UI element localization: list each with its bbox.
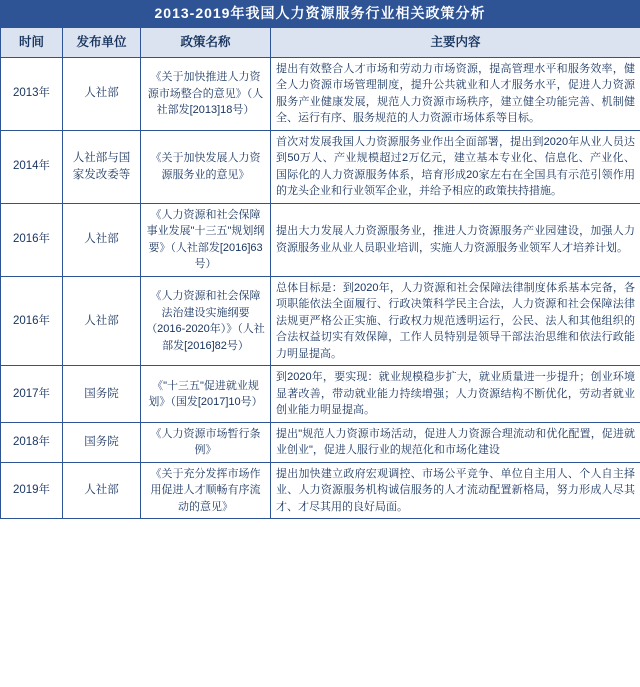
cell-unit: 人社部 [63,203,141,276]
table-row [1,366,640,423]
cell-time: 2016年 [1,276,63,366]
cell-policy-name: 《人力资源市场暂行条例》 [141,422,271,462]
cell-policy-name: 《人力资源和社会保障事业发展"十三五"规划纲要》（人社部发[2016]63号） [141,203,271,276]
cell-policy-name: 《关于充分发挥市场作用促进人才顺畅有序流动的意见》 [141,462,271,519]
table-row [1,422,640,462]
table-body [1,57,640,519]
cell-content: 提出有效整合人才市场和劳动力市场资源，提高管理水平和服务效率，健全人力资源市场管理制度，提升公共就业和人才服务水平，促进人力资源服务产业健康发展，规范人力资源市场秩序，建立健全功能完善、机制健全、运行有序、服务规范的人力资源市场体系等目标。 [271,57,640,130]
cell-content: 提出"规范人力资源市场活动，促进人力资源合理流动和优化配置，促进就业创业"，促进人服行业的规范化和市场化建设 [271,422,640,462]
cell-policy-name: 《关于加快推进人力资源市场整合的意见》（人社部发[2013]18号） [141,57,271,130]
cell-time: 2017年 [1,366,63,423]
policy-table [0,27,640,519]
table-row [1,276,640,366]
cell-time: 2019年 [1,462,63,519]
cell-policy-name: 《人力资源和社会保障法治建设实施纲要（2016-2020年）》（人社部发[2016]82号） [141,276,271,366]
cell-content: 提出加快建立政府宏观调控、市场公平竞争、单位自主用人、个人自主择业、人力资源服务机构诚信服务的人才流动配置新格局，努力形成人尽其才、才尽其用的良好局面。 [271,462,640,519]
column-header-content: 主要内容 [271,28,640,58]
column-header-time: 时间 [1,28,63,58]
cell-policy-name: 《关于加快发展人力资源服务业的意见》 [141,130,271,203]
cell-time: 2016年 [1,203,63,276]
cell-time: 2018年 [1,422,63,462]
cell-time: 2014年 [1,130,63,203]
cell-content: 总体目标是：到2020年，人力资源和社会保障法律制度体系基本完备，各项职能依法全面履行、行政决策科学民主合法，人力资源和社会保障法律法规更严格公正实施、行政权力规范透明运行，公民、法人和其他组织的合法权益切实有效保障，工作人员特别是领导干部法治思维和依法行政能力明显提高。 [271,276,640,366]
cell-unit: 国务院 [63,422,141,462]
cell-unit: 人社部 [63,276,141,366]
cell-time: 2013年 [1,57,63,130]
cell-unit: 国务院 [63,366,141,423]
table-row [1,57,640,130]
cell-content: 到2020年，要实现：就业规模稳步扩大，就业质量进一步提升；创业环境显著改善，带动就业能力持续增强；人力资源结构不断优化，劳动者就业创业能力明显提高。 [271,366,640,423]
table-header [1,28,640,58]
column-header-name: 政策名称 [141,28,271,58]
table-row [1,130,640,203]
cell-unit: 人社部 [63,462,141,519]
page-title: 2013-2019年我国人力资源服务行业相关政策分析 [0,0,640,27]
cell-unit: 人社部 [63,57,141,130]
cell-policy-name: 《"十三五"促进就业规划》（国发[2017]10号） [141,366,271,423]
cell-content: 提出大力发展人力资源服务业，推进人力资源服务产业园建设，加强人力资源服务业从业人员职业培训，实施人力资源服务业领军人才培养计划。 [271,203,640,276]
column-header-unit: 发布单位 [63,28,141,58]
cell-unit: 人社部与国家发改委等 [63,130,141,203]
table-row [1,462,640,519]
table-row [1,203,640,276]
table-header-row [1,28,640,58]
cell-content: 首次对发展我国人力资源服务业作出全面部署，提出到2020年从业人员达到50万人、产业规模超过2万亿元，建立基本专业化、信息化、产业化、国际化的人力资源服务体系，培育形成20家左右在全国具有示范引领作用的龙头企业和行业领军企业，并给予相应的政策扶持措施。 [271,130,640,203]
